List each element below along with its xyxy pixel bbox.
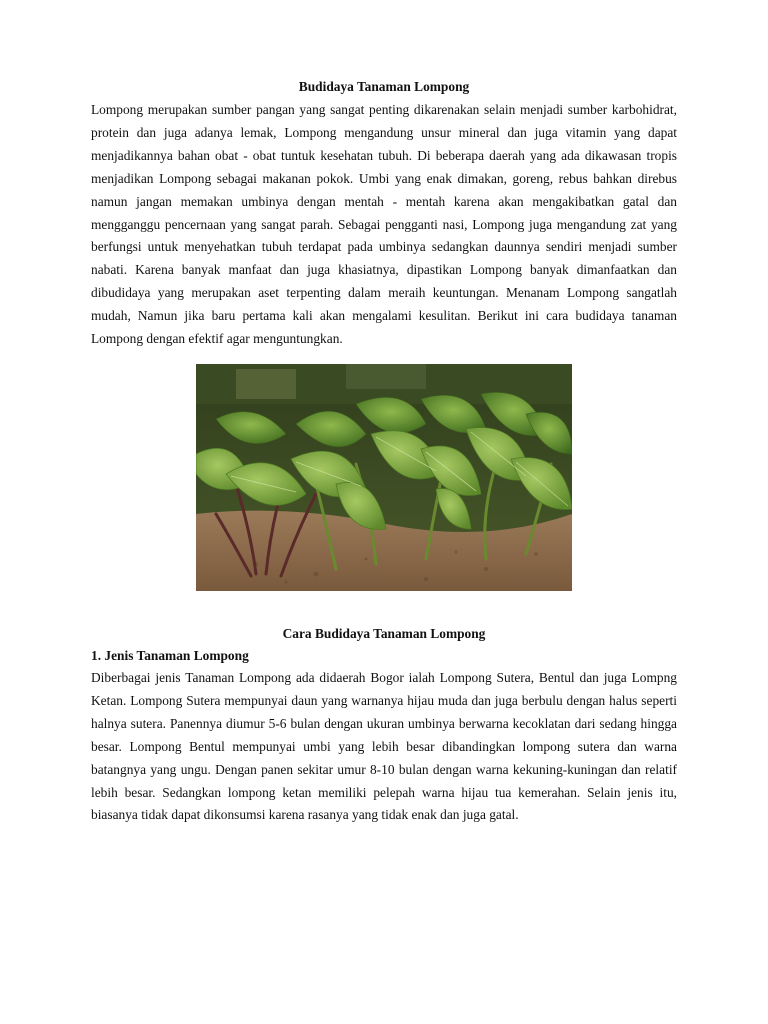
document-page	[91, 77, 677, 827]
section-title: Cara Budidaya Tanaman Lompong	[282, 625, 486, 641]
taro-plants-photo-image	[196, 364, 572, 591]
taro-plants-photo	[196, 364, 572, 591]
subsection-paragraph: Diberbagai jenis Tanaman Lompong ada didaerah Bogor ialah Lompong Sutera, Bentul dan juga Lompng Ketan. Lompong Sutera mempunyai daun yang warnanya hijau muda dan juga berbulu dengan halus seperti halnya sutera. Panennya diumur 5-6 bulan dengan ukuran umbinya berwarna kecoklatan dari sedang hingga besar. Lompong Bentul mempunyai umbi yang lebih besar dibandingkan lompong sutera dan warna batangnya yang ungu. Dengan panen sekitar umur 8-10 bulan dengan warna kekuning-kuningan dan relatif lebih besar. Sedangkan lompong ketan memiliki pelepah warna hijau tua kemerahan. Selain jenis itu, biasanya tidak dapat dikonsumsi karena rasanya yang tidak enak dan juga gatal.	[91, 669, 677, 823]
document-title: Budidaya Tanaman Lompong	[298, 79, 470, 94]
intro-paragraph: Lompong merupakan sumber pangan yang sangat penting dikarenakan selain menjadi sumber karbohidrat, protein dan juga adanya lemak, Lompong mengandung unsur mineral dan juga vitamin yang dapat menjadikannya bahan obat - obat tuntuk kesehatan tubuh. Di beberapa daerah yang ada dikawasan tropis menjadikan Lompong sebagai makanan pokok. Umbi yang enak dimakan, goreng, rebus bahkan direbus namun jangan memakan umbinya dengan mentah - mentah karena akan mengakibatkan gatal dan mengganggu pencernaan yang sangat parah. Sebagai pengganti nasi, Lompong juga mengandung zat yang berfungsi untuk menyehatkan tubuh terdapat pada umbinya sedangkan daunnya sendiri menjadi sumber nabati. Karena banyak manfaat dan juga khasiatnya, dipastikan Lompong banyak dimanfaatkan dan dibudidaya yang merupakan aset terpenting dalam meraih keuntungan. Menanam Lompong sangatlah mudah, Namun jika baru pertama kali akan mengalami kesulitan. Berikut ini cara budidaya tanaman Lompong dengan efektif agar menguntungkan.	[91, 102, 677, 347]
subsection-heading: 1. Jenis Tanaman Lompong	[91, 647, 249, 663]
